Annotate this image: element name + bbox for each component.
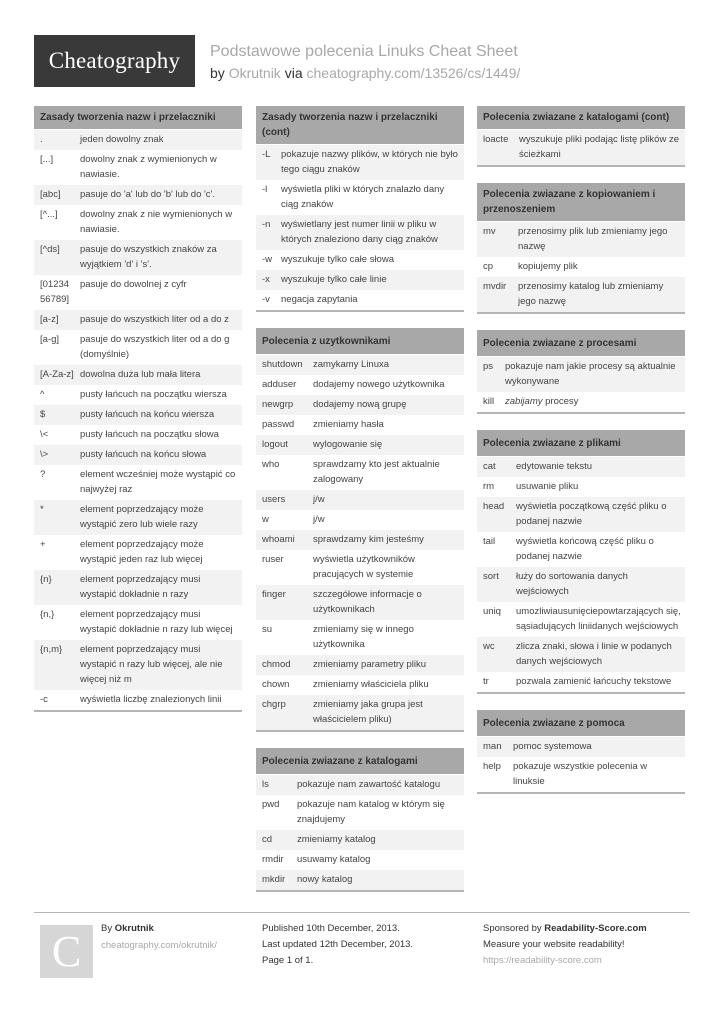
table-row <box>256 375 464 395</box>
command-description: pasuje do 'a' lub do 'b' lub do 'c'. <box>80 189 216 200</box>
command-description: zmieniamy hasła <box>313 419 384 430</box>
command-description: zmieniamy się w innego użytkownika <box>313 624 414 650</box>
column-1 <box>34 106 242 728</box>
command-key: tr <box>483 676 489 687</box>
command-key: mkdir <box>262 874 286 885</box>
table-row <box>477 567 685 602</box>
command-key: tail <box>483 536 496 547</box>
command-key: loacte <box>483 134 509 145</box>
table-row <box>34 445 242 465</box>
command-description: usuwanie pliku <box>516 481 579 492</box>
table-row <box>477 477 685 497</box>
block-uzytkownicy <box>256 328 464 732</box>
command-description: zmieniamy właściciela pliku <box>313 679 429 690</box>
table-row <box>256 830 464 850</box>
block-zasady-cont <box>256 106 464 312</box>
footer-author-name[interactable]: Okrutnik <box>114 923 154 934</box>
command-description: element poprzedzający może wystąpić jeden raz lub więcej <box>80 539 204 565</box>
block-rows <box>477 357 685 412</box>
command-key: adduser <box>262 379 297 390</box>
command-description: pusty łańcuch na końcu słowa <box>80 449 207 460</box>
command-description <box>505 394 685 409</box>
table-row <box>256 415 464 435</box>
command-key: rmdir <box>262 854 284 865</box>
block-rows <box>477 457 685 692</box>
command-key: mv <box>483 226 496 237</box>
block-katalogi-cont <box>477 106 685 167</box>
command-key: head <box>483 501 505 512</box>
command-description: nowy katalog <box>297 874 353 885</box>
command-key: [abc] <box>40 189 61 200</box>
command-key: rm <box>483 481 495 492</box>
table-row <box>477 637 685 672</box>
column-2 <box>256 106 464 908</box>
table-row <box>477 277 685 312</box>
block-rows <box>256 775 464 890</box>
table-row <box>34 385 242 405</box>
command-description: zmieniamy jaka grupa jest właścicielem pliku) <box>313 699 423 725</box>
table-row <box>34 640 242 690</box>
command-key: help <box>483 761 501 772</box>
byline-via: via <box>284 65 303 81</box>
command-key: chmod <box>262 659 291 670</box>
block-title: Polecenia zwiazane z pomoca <box>477 710 685 737</box>
block-rows <box>477 130 685 165</box>
command-description: sprawdzamy kto jest aktualnie zalogowany <box>313 459 440 485</box>
command-description: przenosimy katalog lub zmieniamy jego nazwę <box>518 281 664 307</box>
cheatography-logo[interactable]: Cheatography <box>34 35 195 87</box>
command-description: wyświetlany jest numer linii w pliku w których znaleziono dany ciąg znaków <box>281 219 438 245</box>
table-row <box>34 330 242 365</box>
table-row <box>256 550 464 585</box>
cheatography-c-logo: C <box>40 925 93 978</box>
command-key: users <box>262 494 286 505</box>
command-key: wc <box>483 641 495 652</box>
table-row <box>34 500 242 535</box>
command-description: przenosimy plik lub zmieniamy jego nazwę <box>518 226 668 252</box>
command-description: dowolny znak z nie wymienionych w nawiasie. <box>80 209 233 235</box>
command-key: -x <box>262 274 270 285</box>
command-key: * <box>40 504 44 515</box>
command-key: whoami <box>262 534 295 545</box>
table-row <box>477 602 685 637</box>
page-number: Page 1 of 1. <box>262 955 314 966</box>
command-key: newgrp <box>262 399 294 410</box>
command-description: pasuje do wszystkich znaków za wyjątkiem 'd' i 's'. <box>80 244 217 270</box>
footer-dates <box>262 921 472 969</box>
command-key: [...] <box>40 154 54 165</box>
table-row <box>256 620 464 655</box>
page-footer <box>34 912 690 976</box>
command-key: -w <box>262 254 273 265</box>
command-description: zlicza znaki, słowa i linie w podanych danych wejściowych <box>516 641 672 667</box>
table-row <box>477 737 685 757</box>
block-rows <box>256 145 464 310</box>
command-key: ^ <box>40 389 45 400</box>
table-row <box>477 672 685 692</box>
block-title: Zasady tworzenia nazw i przelaczniki (cont) <box>256 106 464 145</box>
command-key: kill <box>483 396 495 407</box>
command-description: pomoc systemowa <box>513 741 592 752</box>
table-row <box>34 425 242 445</box>
command-key: finger <box>262 589 286 600</box>
table-row <box>477 257 685 277</box>
command-key: chown <box>262 679 290 690</box>
table-row <box>256 655 464 675</box>
block-rows <box>34 130 242 710</box>
table-row <box>256 585 464 620</box>
table-row <box>256 435 464 455</box>
command-key: \< <box>40 429 49 440</box>
command-key: ? <box>40 469 46 480</box>
command-key: cp <box>483 261 494 272</box>
command-description: pasuje do wszystkich liter od a do g (domyślnie) <box>80 334 230 360</box>
table-row <box>34 405 242 425</box>
command-key: -l <box>262 184 268 195</box>
command-key: {n} <box>40 574 52 585</box>
table-row <box>256 675 464 695</box>
table-row <box>34 150 242 185</box>
command-key: pwd <box>262 799 280 810</box>
block-zasady <box>34 106 242 712</box>
command-description: dodajemy nowego użytkownika <box>313 379 445 390</box>
command-key: cd <box>262 834 273 845</box>
command-description: edytowanie tekstu <box>516 461 593 472</box>
sponsor-tagline: Measure your website readability! <box>483 939 625 950</box>
footer-by: By <box>101 923 113 934</box>
command-description: dowolny znak z wymienionych w nawiasie. <box>80 154 217 180</box>
table-row <box>256 180 464 215</box>
table-row <box>256 530 464 550</box>
command-description: pusty łańcuch na końcu wiersza <box>80 409 215 420</box>
command-description: dodajemy nową grupę <box>313 399 407 410</box>
footer-sponsor <box>483 921 693 969</box>
command-description: element poprzedzający musi wystapić n razy lub więcej, ale nie więcej niż m <box>80 644 223 685</box>
command-description: pokazuje nam katalog w którym się znajdujemy <box>297 799 445 825</box>
block-title: Polecenia zwiazane z kopiowaniem i przenoszeniem <box>477 183 685 222</box>
table-row <box>477 222 685 257</box>
block-katalogi <box>256 748 464 892</box>
footer-author-link[interactable]: cheatography.com/okrutnik/ <box>101 940 217 951</box>
command-key: [^...] <box>40 209 58 220</box>
command-description: wyświetla początkową część pliku o podanej nazwie <box>516 501 667 527</box>
command-key: ruser <box>262 554 284 565</box>
command-key: passwd <box>262 419 295 430</box>
table-row <box>34 690 242 710</box>
command-description: pusty łańcuch na początku wiersza <box>80 389 227 400</box>
block-title: Polecenia zwiazane z procesami <box>477 330 685 357</box>
table-row <box>477 457 685 477</box>
command-key: \> <box>40 449 49 460</box>
command-description: zmieniamy katalog <box>297 834 376 845</box>
command-key: {n,} <box>40 609 55 620</box>
command-key: logout <box>262 439 288 450</box>
command-key: . <box>40 134 43 145</box>
command-description: wyszukuje tylko całe słowa <box>281 254 394 265</box>
block-pliki <box>477 430 685 694</box>
table-row <box>34 185 242 205</box>
table-row <box>477 757 685 792</box>
block-title: Zasady tworzenia nazw i przelaczniki <box>34 106 242 130</box>
table-row <box>256 870 464 890</box>
table-row <box>34 310 242 330</box>
description-rest: procesy <box>542 396 579 407</box>
table-row <box>256 850 464 870</box>
page-header <box>34 35 690 87</box>
command-description: pozwala zamienić łańcuchy tekstowe <box>516 676 672 687</box>
command-key: -L <box>262 149 271 160</box>
command-description: jeden dowolny znak <box>80 134 164 145</box>
table-row <box>477 392 685 412</box>
command-description: element wcześniej może wystąpić co najwyżej raz <box>80 469 236 495</box>
table-row <box>34 240 242 275</box>
command-description: pokazuje nazwy plików, w których nie było tego ciągu znaków <box>281 149 458 175</box>
command-description: pasuje do wszystkich liter od a do z <box>80 314 229 325</box>
command-key: [^ds] <box>40 244 60 255</box>
command-key: sort <box>483 571 499 582</box>
block-procesy <box>477 330 685 414</box>
table-row <box>34 570 242 605</box>
command-description: element poprzedzający może wystąpić zero lub wiele razy <box>80 504 204 530</box>
command-key: + <box>40 539 46 550</box>
command-key: su <box>262 624 273 635</box>
command-key: -v <box>262 294 270 305</box>
byline <box>210 65 520 81</box>
sponsor-url[interactable]: https://readability-score.com <box>483 955 602 966</box>
command-description: j/w <box>313 494 325 505</box>
page-title: Podstawowe polecenia Linuks Cheat Sheet <box>210 43 518 60</box>
table-row <box>477 497 685 532</box>
command-key: who <box>262 459 280 470</box>
command-description: kopiujemy plik <box>518 261 578 272</box>
block-rows <box>477 737 685 792</box>
command-description: wyszukuje tylko całe linie <box>281 274 387 285</box>
author-link[interactable]: Okrutnik <box>228 65 281 81</box>
command-key: -n <box>262 219 271 230</box>
command-description: negacja zapytania <box>281 294 358 305</box>
command-key: [a-z] <box>40 314 59 325</box>
table-row <box>256 455 464 490</box>
sponsor-line <box>483 921 693 937</box>
block-pomoc <box>477 710 685 794</box>
command-description: element poprzedzający musi wystapić dokładnie n razy lub więcej <box>80 609 233 635</box>
command-key: [A-Za-z] <box>40 369 74 380</box>
command-description: wyświetla końcową część pliku o podanej nazwie <box>516 536 654 562</box>
table-row <box>34 465 242 500</box>
table-row <box>256 290 464 310</box>
command-description: zamykamy Linuxa <box>313 359 390 370</box>
table-row <box>256 795 464 830</box>
block-title: Polecenia zwiazane z katalogami <box>256 748 464 775</box>
command-key: chgrp <box>262 699 286 710</box>
table-row <box>34 605 242 640</box>
byline-by: by <box>210 65 225 81</box>
command-description: wylogowanie się <box>313 439 383 450</box>
sheet-url-link[interactable]: cheatography.com/13526/cs/1449/ <box>306 65 521 81</box>
command-description: zmieniamy parametry pliku <box>313 659 426 670</box>
table-row <box>256 355 464 375</box>
emphasis-text: zabijamy <box>505 396 543 407</box>
command-key: [a-g] <box>40 334 60 345</box>
command-description: pokazuje nam zawartość katalogu <box>297 779 441 790</box>
table-row <box>256 270 464 290</box>
command-description: wyświetla użytkowników pracujących w systemie <box>313 554 415 580</box>
command-key: w <box>262 514 269 525</box>
table-row <box>256 145 464 180</box>
command-key: man <box>483 741 502 752</box>
block-title: Polecenia zwiazane z katalogami (cont) <box>477 106 685 130</box>
table-row <box>256 215 464 250</box>
updated-date: Last updated 12th December, 2013. <box>262 939 414 950</box>
block-rows <box>256 355 464 730</box>
table-row <box>34 130 242 150</box>
table-row <box>256 775 464 795</box>
command-key: ps <box>483 361 494 372</box>
command-description: wyświetla liczbę znalezionych linii <box>80 694 222 705</box>
table-row <box>256 490 464 510</box>
command-key: $ <box>40 409 46 420</box>
command-key: cat <box>483 461 496 472</box>
command-description: wyszukuje pliki podając listę plików ze ścieżkami <box>519 134 679 160</box>
command-key: shutdown <box>262 359 303 370</box>
block-title: Polecenia z uzytkownikami <box>256 328 464 355</box>
command-description: szczegółowe informacje o użytkownikach <box>313 589 422 615</box>
command-key: ls <box>262 779 269 790</box>
block-rows <box>477 222 685 312</box>
published-date: Published 10th December, 2013. <box>262 923 400 934</box>
sponsored-by: Sponsored by <box>483 923 542 934</box>
table-row <box>34 535 242 570</box>
table-row <box>34 365 242 385</box>
block-kopiowanie <box>477 183 685 314</box>
command-description: j/w <box>313 514 325 525</box>
command-description: umozliwiausunięciepowtarzających się, sąsiadujących liniidanych wejściowych <box>516 606 681 632</box>
command-key: -c <box>40 694 48 705</box>
command-key: mvdir <box>483 281 507 292</box>
command-description: dowolna duża lub mała litera <box>80 369 201 380</box>
command-description: element poprzedzający musi wystapić dokładnie n razy <box>80 574 201 600</box>
column-3 <box>477 106 685 810</box>
command-description: pokazuje nam jakie procesy są aktualnie wykonywane <box>505 361 676 387</box>
table-row <box>256 250 464 270</box>
command-key: uniq <box>483 606 501 617</box>
table-row <box>256 695 464 730</box>
footer-author-line <box>101 921 154 937</box>
table-row <box>256 395 464 415</box>
table-row <box>34 275 242 310</box>
sponsor-name[interactable]: Readability-Score.com <box>544 923 647 934</box>
command-description: sprawdzamy kim jesteśmy <box>313 534 424 545</box>
table-row <box>477 130 685 165</box>
command-description: łuży do sortowania danych wejściowych <box>516 571 628 597</box>
command-description: wyświetla pliki w których znalazło dany ciąg znaków <box>281 184 445 210</box>
command-description: pokazuje wszystkie polecenia w linuksie <box>513 761 648 787</box>
command-description: usuwamy katalog <box>297 854 371 865</box>
table-row <box>477 532 685 567</box>
command-description: pasuje do dowolnej z cyfr <box>80 279 187 290</box>
block-title: Polecenia zwiazane z plikami <box>477 430 685 457</box>
table-row <box>256 510 464 530</box>
table-row <box>34 205 242 240</box>
command-description: pusty łańcuch na początku słowa <box>80 429 219 440</box>
command-key: [01234 56789] <box>40 279 70 305</box>
command-key: {n,m} <box>40 644 63 655</box>
table-row <box>477 357 685 392</box>
